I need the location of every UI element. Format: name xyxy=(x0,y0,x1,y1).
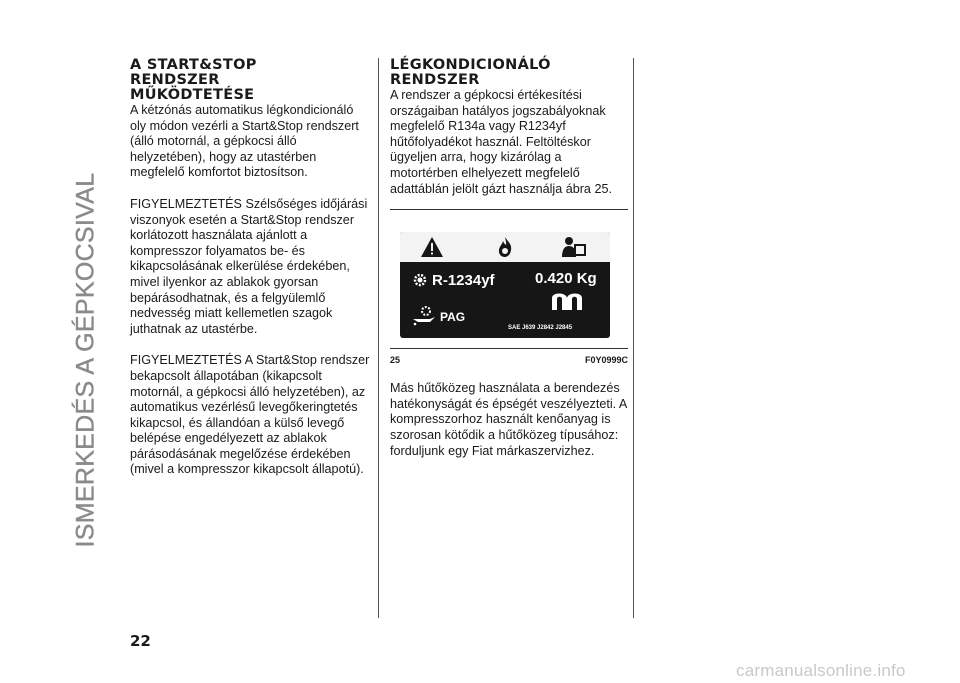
ac-heading-line-2: RENDSZER xyxy=(390,72,480,88)
figure-code: F0Y0999C xyxy=(584,355,628,366)
mopar-logo-icon xyxy=(550,290,584,312)
column-divider-right xyxy=(633,58,634,618)
start-stop-heading-line-1: A START&STOP xyxy=(130,57,257,73)
warning-triangle-icon xyxy=(420,236,444,258)
start-stop-heading xyxy=(130,58,370,103)
figure-number: 25 xyxy=(390,355,401,366)
sae-standard: SAE J639 J2842 J2845 xyxy=(508,325,573,332)
ac-heading xyxy=(390,58,628,88)
compressor-gear-icon xyxy=(412,272,428,288)
side-section-title-text: ISMERKEDÉS A GÉPKOCSIVAL xyxy=(71,172,100,548)
flammable-flame-icon xyxy=(494,236,516,258)
start-stop-paragraph-1: A kétzónás automatikus légkondicionáló oly módon vezérli a Start&Stop rendszert (álló motornál, a gépkocsi álló helyzetében), hogy az utastérben megfelelő komfortot biztosítson. xyxy=(130,103,359,180)
page-number: 22 xyxy=(130,632,151,650)
figure-caption xyxy=(390,355,628,365)
start-stop-warning-1: FIGYELMEZTETÉS Szélsőséges időjárási viszonyok esetén a Start&Stop rendszer korlátozott használata ajánlott a kompresszor folyamatos be- és kikapcsolásának elkerülése érdekében, mivel ilyenkor az ablakok gyorsan bepárásodhatnak, és a felgyülemlő nedvesség miatt kellemetlen szagok juthatnak az utastérbe. xyxy=(130,196,368,336)
refrigerant-label-card xyxy=(400,232,610,338)
ac-heading-line-1: LÉGKONDICIONÁLÓ xyxy=(390,57,551,73)
figure-top-rule xyxy=(390,209,628,210)
start-stop-warning-2: FIGYELMEZTETÉS A Start&Stop rendszer bekapcsolt állapotában (kikapcsolt motornál, a gépkocsi álló helyzetében), az automatikus vezérlésű levegőkeringtetés kikapcsol, és állandóan a külső levegő belépése engedélyezett az ablakok párásodásának megelőzése érdekében (mivel a kompresszor kikapcsolt állapotú). xyxy=(130,353,370,477)
start-stop-heading-line-2: RENDSZER xyxy=(130,72,220,88)
start-stop-heading-line-3: MŰKÖDTETÉSE xyxy=(130,87,255,103)
read-manual-icon xyxy=(560,236,588,258)
oil-can-icon xyxy=(412,306,436,326)
figure-bottom-rule xyxy=(390,348,628,349)
refrigerant-type: R-1234yf xyxy=(432,272,495,290)
column-divider-left xyxy=(378,58,379,618)
right-column xyxy=(390,58,628,459)
site-watermark: carmanualsonline.info xyxy=(736,661,906,680)
ac-paragraph-1: A rendszer a gépkocsi értékesítési országaiban hatályos jogszabályoknak megfelelő R134a vagy R1234yf hűtőfolyadékot használ. Feltöltéskor ügyeljen arra, hogy kizárólag a motortérben elhelyezett megfelelő adattáblán jelölt gázt használja ábra 25. xyxy=(390,88,612,196)
refrigerant-label-figure xyxy=(390,224,628,344)
ac-paragraph-2: Más hűtőközeg használata a berendezés hatékonyságát és épségét veszélyezteti. A kompresszorhoz használt kenőanyag is szorosan kötődik a hűtőközeg típusához: forduljunk egy Fiat márkaszervizhez. xyxy=(390,381,627,458)
refrigerant-quantity: 0.420 Kg xyxy=(535,270,597,288)
oil-type: PAG xyxy=(440,310,466,325)
left-column xyxy=(130,58,370,478)
label-warning-strip xyxy=(400,232,610,264)
